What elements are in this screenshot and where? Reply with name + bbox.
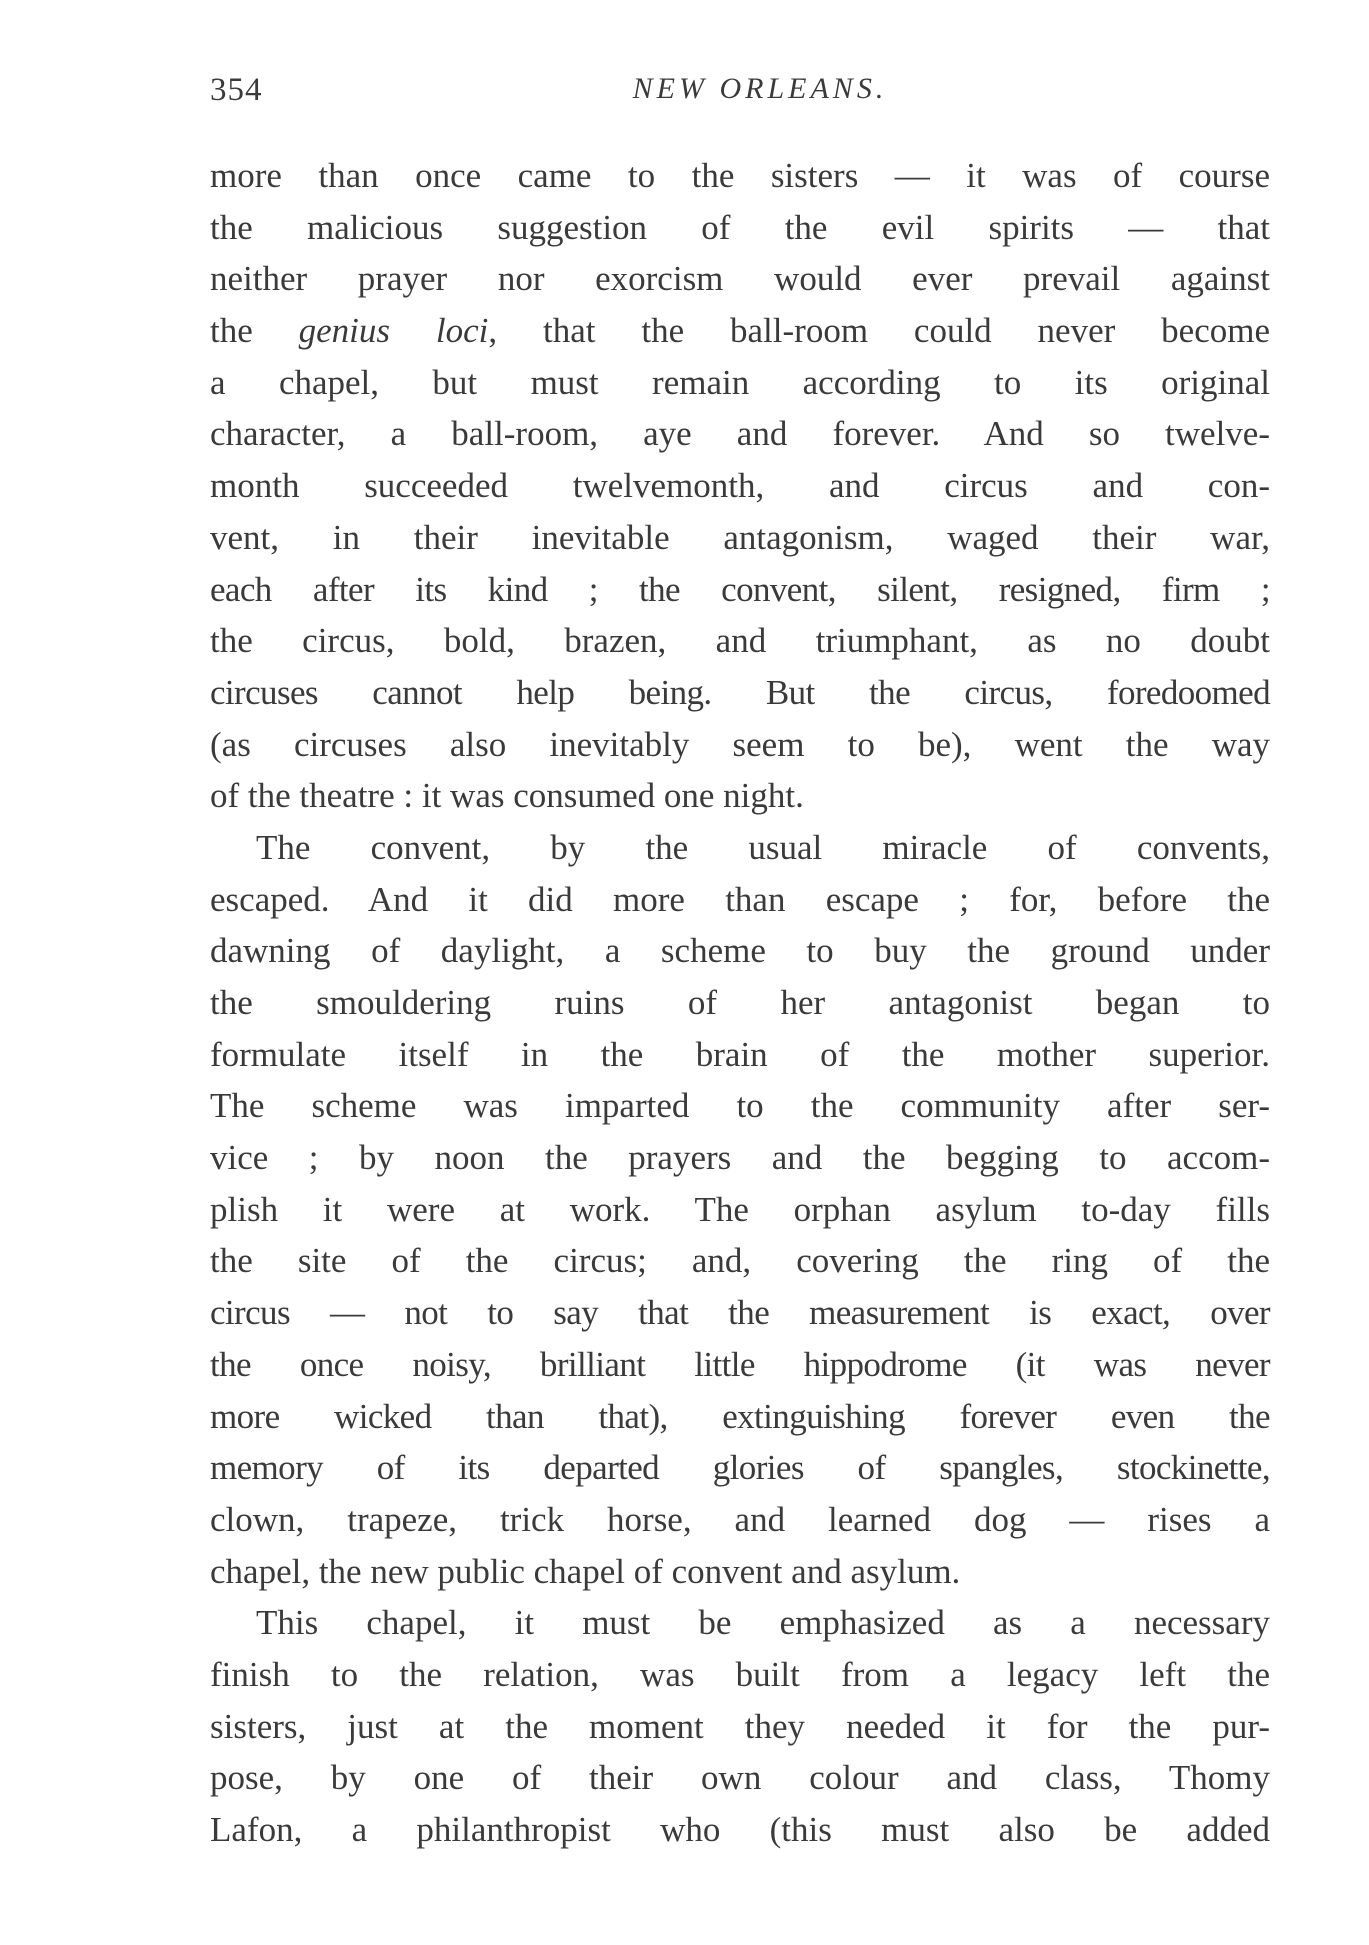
text-line: pose, by one of their own colour and class, Thomy	[210, 1758, 1270, 1798]
text-line: circus — not to say that the measurement is exact, over	[210, 1293, 1270, 1333]
text-line: more wicked than that), extinguishing forever even the	[210, 1396, 1270, 1436]
text-line: a chapel, but must remain according to its original	[210, 362, 1270, 402]
page-number: 354	[210, 72, 263, 108]
text-line: memory of its departed glories of spangles, stockinette,	[210, 1448, 1270, 1488]
text-line: each after its kind ; the convent, silent, resigned, firm ;	[210, 569, 1270, 609]
text-line: clown, trapeze, trick horse, and learned dog — rises a	[210, 1499, 1270, 1539]
running-title: NEW ORLEANS.	[632, 72, 888, 105]
text-line: circuses cannot help being. But the circus, foredoomed	[210, 672, 1270, 712]
text-line: the circus, bold, brazen, and triumphant, as no doubt	[210, 621, 1270, 661]
text-segment: the	[210, 311, 299, 351]
text-line: neither prayer nor exorcism would ever prevail against	[210, 259, 1270, 299]
text-line: dawning of daylight, a scheme to buy the ground under	[210, 931, 1270, 971]
text-line: the site of the circus; and, covering the ring of the	[210, 1241, 1270, 1281]
text-line: plish it were at work. The orphan asylum to-day fills	[210, 1189, 1270, 1229]
text-segment: , that the ball-room could never become	[488, 311, 1270, 351]
italic-phrase: genius loci	[298, 311, 489, 351]
text-line: finish to the relation, was built from a legacy left the	[210, 1654, 1270, 1694]
text-line: The scheme was imparted to the community after ser-	[210, 1086, 1270, 1126]
text-line: vent, in their inevitable antagonism, waged their war,	[210, 517, 1270, 557]
text-line: character, a ball-room, aye and forever. And so twelve-	[210, 414, 1270, 454]
text-line: of the theatre : it was consumed one night.	[210, 776, 804, 816]
text-line: sisters, just at the moment they needed it for the pur-	[210, 1706, 1270, 1746]
running-head	[210, 60, 1270, 120]
text-line: the smouldering ruins of her antagonist began to	[210, 983, 1270, 1022]
text-line: Lafon, a philanthropist who (this must also be added	[210, 1810, 1270, 1849]
text-line: escaped. And it did more than escape ; for, before the	[210, 879, 1270, 919]
text-line: more than once came to the sisters — it was of course	[210, 156, 1270, 195]
text-line: This chapel, it must be emphasized as a necessary	[256, 1603, 1270, 1643]
text-line: vice ; by noon the prayers and the begging to accom-	[210, 1138, 1270, 1178]
text-line: the malicious suggestion of the evil spirits — that	[210, 207, 1270, 247]
book-page	[210, 60, 1270, 1849]
text-line: the once noisy, brilliant little hippodrome (it was never	[210, 1344, 1270, 1384]
text-line: month succeeded twelvemonth, and circus and con-	[210, 466, 1270, 506]
text-line	[210, 305, 1270, 357]
body-text	[210, 150, 1270, 1856]
text-line: chapel, the new public chapel of convent and asylum.	[210, 1551, 961, 1591]
text-line: (as circuses also inevitably seem to be), went the way	[210, 724, 1270, 764]
text-line: The convent, by the usual miracle of convents,	[256, 827, 1270, 867]
text-line: formulate itself in the brain of the mother superior.	[210, 1034, 1270, 1074]
